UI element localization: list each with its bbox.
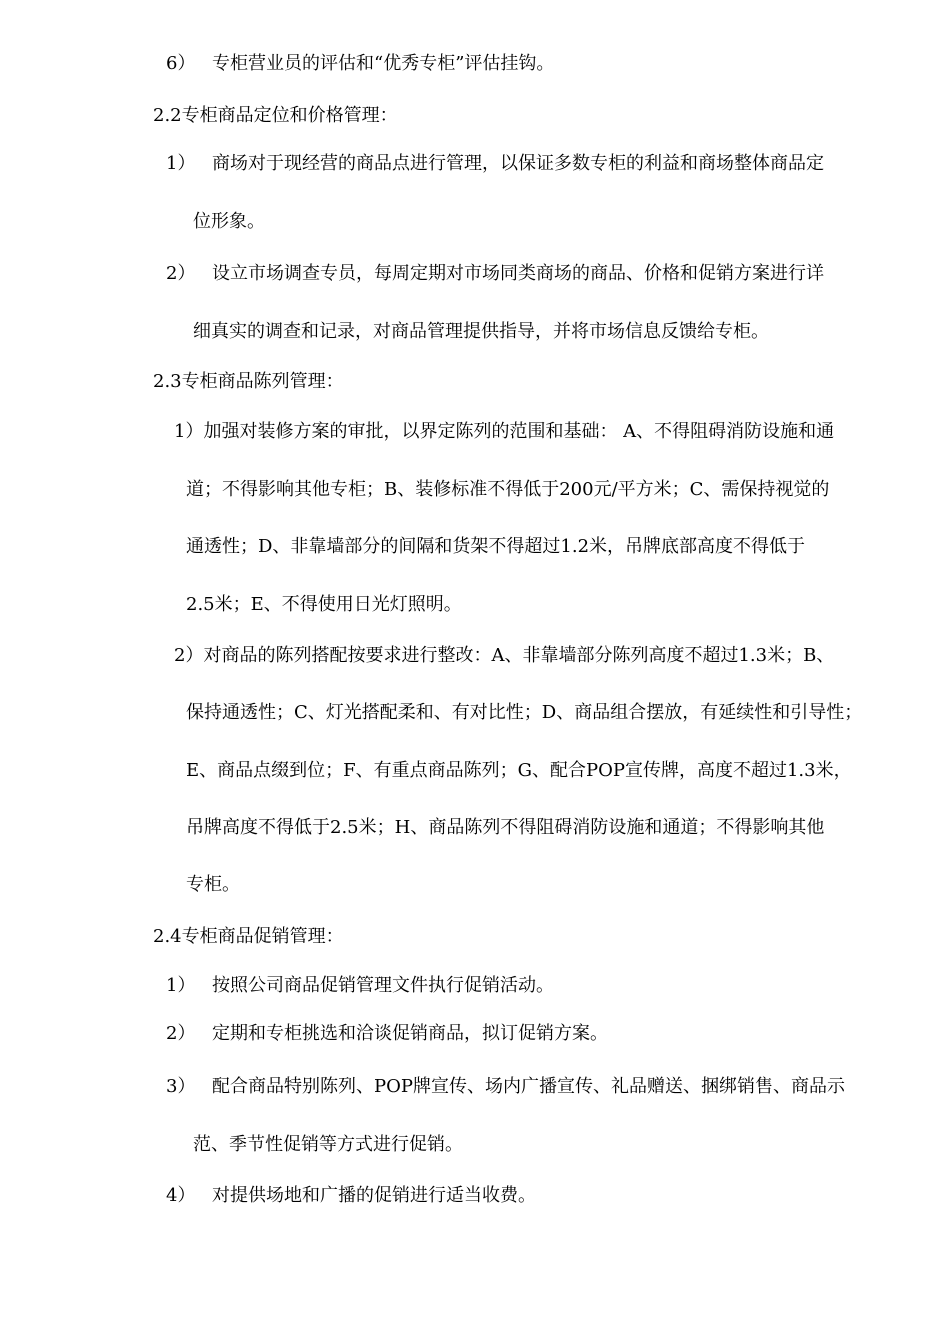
list-item [166, 1022, 608, 1046]
paragraph-line: 2.5米；E、不得使用日光灯照明。 [186, 594, 462, 615]
item-text: 商场对于现经营的商品点进行管理，以保证多数专柜的利益和商场整体商品定 [212, 153, 824, 174]
paragraph-line: 专柜。 [186, 874, 240, 895]
item-text: 对提供场地和广播的促销进行适当收费。 [212, 1185, 536, 1206]
paragraph-line: 吊牌高度不得低于2.5米；H、商品陈列不得阻碍消防设施和通道；不得影响其他 [186, 817, 825, 838]
list-item [166, 1184, 536, 1208]
item-number: 2） [166, 263, 196, 284]
item-text: 定期和专柜挑选和洽谈促销商品，拟订促销方案。 [212, 1023, 608, 1044]
paragraph-line: 保持通透性；C、灯光搭配柔和、有对比性；D、商品组合摆放，有延续性和引导性； [186, 702, 863, 723]
paragraph-line: 道；不得影响其他专柜；B、装修标准不得低于200元/平方米；C、需保持视觉的 [186, 479, 830, 500]
paragraph-line: 1）加强对装修方案的审批，以界定陈列的范围和基础： A、不得阻碍消防设施和通 [174, 421, 835, 442]
item-number: 4） [166, 1185, 196, 1206]
item-text: 按照公司商品促销管理文件执行促销活动。 [212, 975, 554, 996]
section-heading-2-4: 2.4专柜商品促销管理： [153, 926, 344, 947]
list-item [166, 152, 824, 176]
list-item [166, 262, 824, 286]
item-number: 1） [166, 975, 196, 996]
list-item-continuation: 位形象。 [193, 211, 265, 232]
list-item [166, 974, 554, 998]
list-item-continuation: 范、季节性促销等方式进行促销。 [193, 1134, 463, 1155]
item-text: 专柜营业员的评估和“优秀专柜”评估挂钩。 [212, 53, 555, 74]
paragraph-line: 通透性；D、非靠墙部分的间隔和货架不得超过1.2米，吊牌底部高度不得低于 [186, 536, 806, 557]
item-text: 设立市场调查专员，每周定期对市场同类商场的商品、价格和促销方案进行详 [212, 263, 824, 284]
list-item-continuation: 细真实的调查和记录，对商品管理提供指导，并将市场信息反馈给专柜。 [193, 321, 769, 342]
item-number: 2） [166, 1023, 196, 1044]
paragraph-line: 2）对商品的陈列搭配按要求进行整改：A、非靠墙部分陈列高度不超过1.3米；B、 [174, 645, 835, 666]
item-text: 配合商品特别陈列、POP牌宣传、场内广播宣传、礼品赠送、捆绑销售、商品示 [212, 1076, 845, 1097]
item-number: 6） [166, 53, 196, 74]
paragraph-line: E、商品点缀到位；F、有重点商品陈列；G、配合POP宣传牌，高度不超过1.3米， [186, 760, 852, 781]
list-item [166, 1075, 845, 1099]
section-heading-2-3: 2.3专柜商品陈列管理： [153, 371, 344, 392]
section-heading-2-2: 2.2专柜商品定位和价格管理： [153, 105, 398, 126]
item-number: 1） [166, 153, 196, 174]
list-item-6 [166, 52, 554, 76]
item-number: 3） [166, 1076, 196, 1097]
